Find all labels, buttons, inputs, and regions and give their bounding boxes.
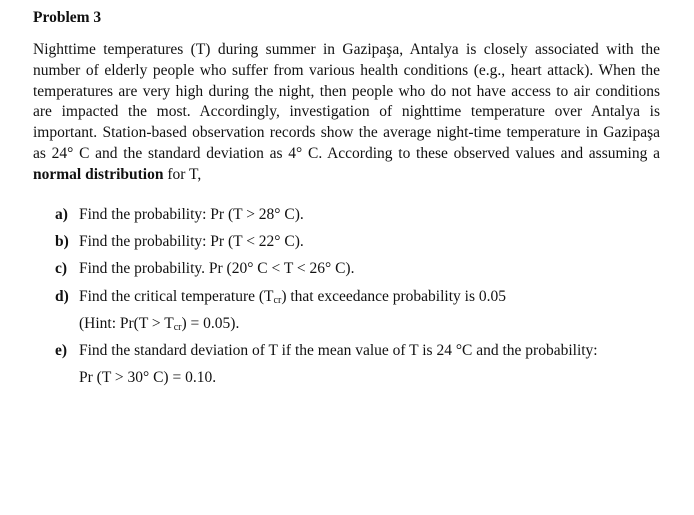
question-text: Find the probability: Pr (T > 28° C). xyxy=(79,206,304,223)
intro-line: important. Station-based observation records show the average night-time temperature in Gazipaşa xyxy=(33,124,660,142)
question-b xyxy=(55,233,304,251)
question-d xyxy=(55,288,506,306)
question-e xyxy=(55,342,598,360)
problem-intro xyxy=(33,40,660,186)
question-label: b) xyxy=(55,233,69,250)
subscript-cr: cr xyxy=(173,322,182,333)
question-label: d) xyxy=(55,288,69,305)
hint-text-b: ) = 0.05). xyxy=(181,315,240,332)
question-c xyxy=(55,260,354,278)
intro-line: as 24° C and the standard deviation as 4° C. According to these observed values and assuming a xyxy=(33,144,660,162)
problem-title: Problem 3 xyxy=(33,9,102,26)
intro-line: Nighttime temperatures (T) during summer in Gazipaşa, Antalya is closely associated with the xyxy=(33,41,660,58)
question-a xyxy=(55,206,304,224)
question-text-pre: Find the critical temperature (T xyxy=(79,288,274,305)
intro-line: number of elderly people who suffer from various health conditions (e.g., heart attack). When the xyxy=(33,61,660,79)
question-d-hint xyxy=(79,315,239,333)
intro-tail: for T, xyxy=(163,165,202,183)
subscript-cr: cr xyxy=(273,295,282,306)
question-label: c) xyxy=(55,260,68,277)
intro-line: are impacted the most. Accordingly, investigation of nighttime temperature over Antalya is xyxy=(33,103,660,121)
intro-line-last xyxy=(33,165,660,186)
question-text: Find the probability: Pr (T < 22° C). xyxy=(79,233,304,250)
question-e-continuation: Pr (T > 30° C) = 0.10. xyxy=(79,369,217,386)
question-text-post: ) that exceedance probability is 0.05 xyxy=(281,288,506,305)
intro-line: temperatures are very high during the night, then people who do not have access to air conditions xyxy=(33,82,660,100)
question-text: Find the probability. Pr (20° C < T < 26° C). xyxy=(79,260,355,277)
question-text: Find the standard deviation of T if the mean value of T is 24 °C and the probability: xyxy=(79,342,598,359)
intro-bold-term: normal distribution xyxy=(33,165,164,183)
question-label: a) xyxy=(55,206,68,223)
question-label: e) xyxy=(55,342,68,359)
hint-text-a: (Hint: Pr(T > T xyxy=(79,315,174,332)
